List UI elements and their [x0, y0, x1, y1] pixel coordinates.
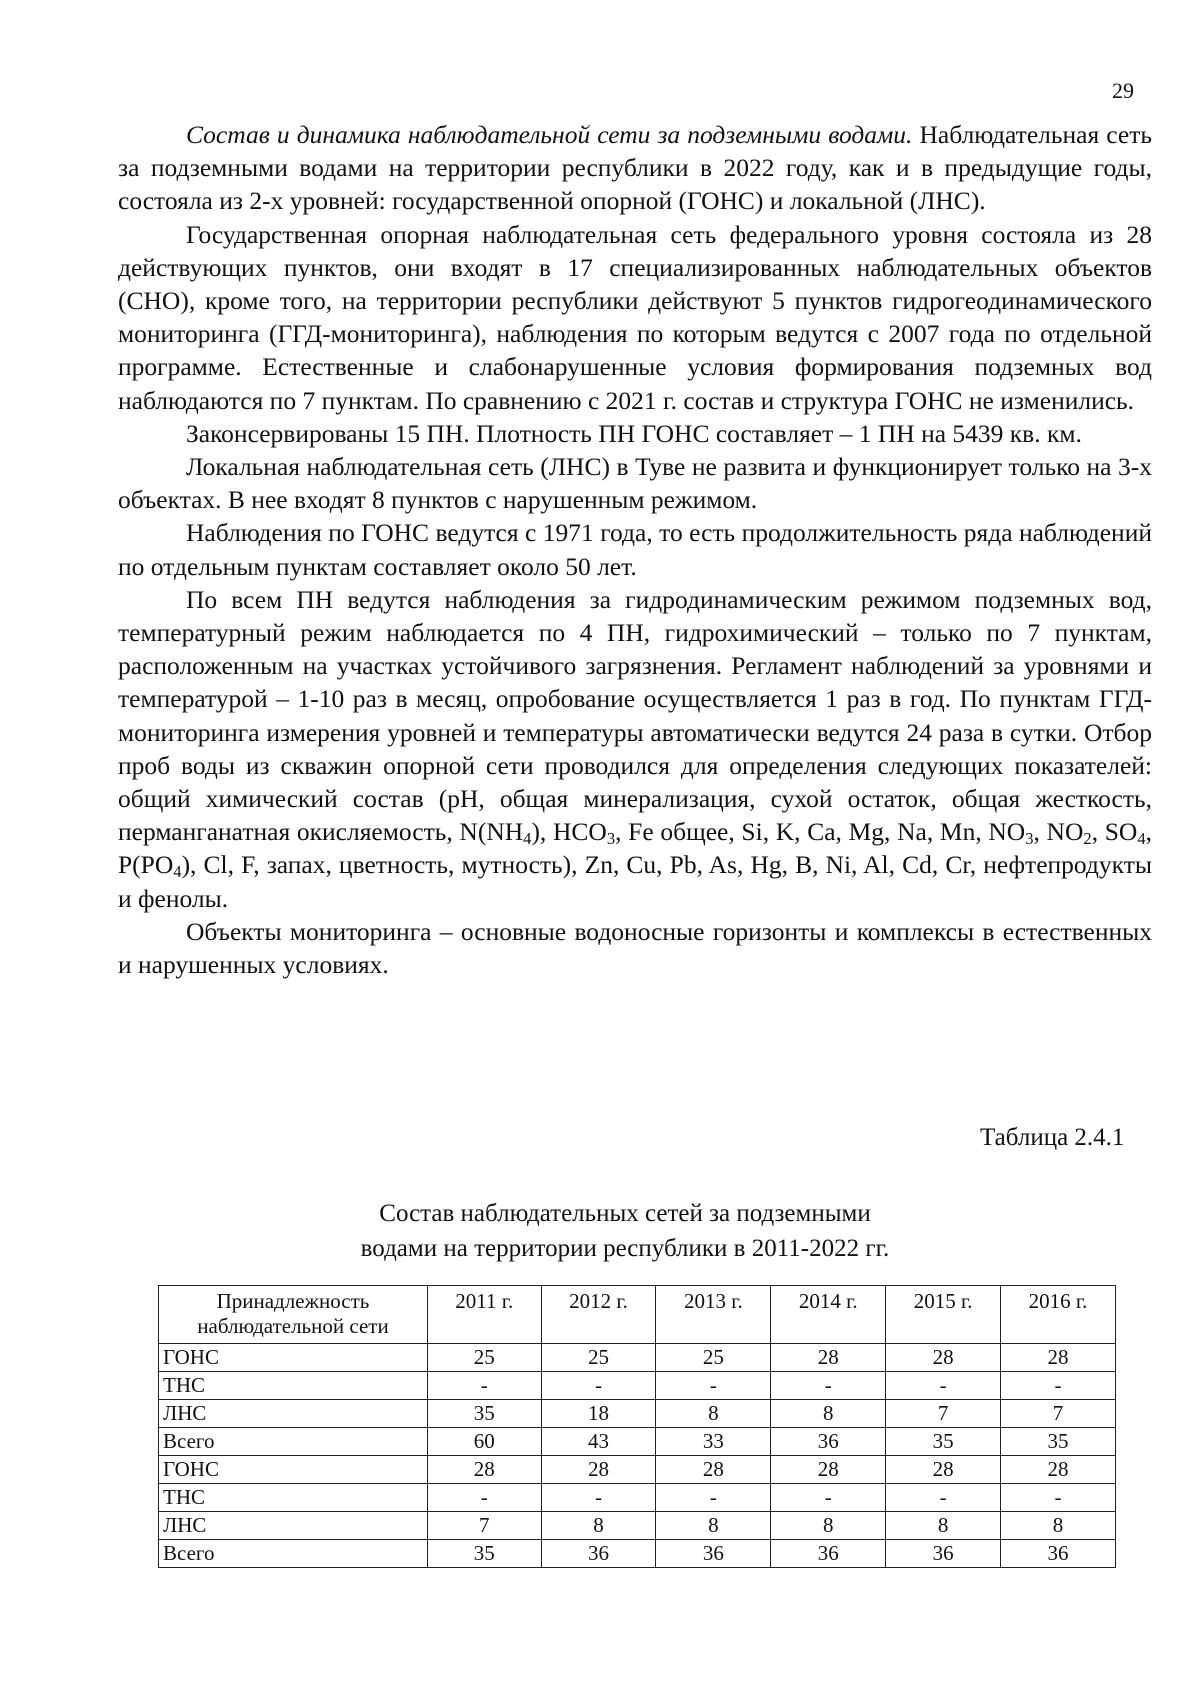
table-cell: -	[656, 1484, 771, 1512]
table-cell: 28	[541, 1456, 656, 1484]
paragraph-text: Наблюдательная сеть за подземными водами на территории республики в 2022 году, как и в предыдущие годы, состояла из 2-х уровней: государственной опорной (ГОНС) и локальной (ЛНС).	[118, 120, 1152, 216]
table-cell: 28	[1001, 1456, 1116, 1484]
table-cell: -	[886, 1484, 1001, 1512]
table-title-line: водами на территории республики в 2011-2022 гг.	[360, 1235, 890, 1262]
table-cell: 33	[656, 1428, 771, 1456]
table-cell: 28	[428, 1456, 542, 1484]
paragraph-observation-period: Наблюдения по ГОНС ведутся с 1971 года, то есть продолжительность ряда наблюдений по отдельным пунктам составляет около 50 лет.	[118, 518, 1152, 581]
table-row	[159, 1428, 1116, 1456]
paragraph-state-network: Государственная опорная наблюдательная сеть федерального уровня состояла из 28 действующих пунктов, они входят в 17 специализированных наблюдательных объектов (СНО), кроме того, на территории республики действуют 5 пунктов гидрогеодинамического мониторинга (ГГД-мониторинга), наблюдения по которым ведутся с 2007 года по отдельной программе. Естественные и слабонарушенные условия формирования подземных вод наблюдаются по 7 пунктам. По сравнению с 2021 г. состав и структура ГОНС не изменились.	[118, 219, 1152, 415]
subscript: 4	[173, 862, 182, 882]
table-cell: -	[771, 1372, 886, 1400]
table-title-line: Состав наблюдательных сетей за подземными	[379, 1200, 871, 1227]
table-cell: 28	[771, 1344, 886, 1372]
page-number: 29	[1112, 78, 1134, 103]
table-cell: 8	[771, 1400, 886, 1428]
table-cell: 36	[886, 1540, 1001, 1568]
row-label: Всего	[159, 1540, 428, 1568]
table-title	[300, 1196, 950, 1266]
row-label: ТНС	[159, 1484, 428, 1512]
body-text	[118, 118, 1152, 981]
text-fragment: ), HCO	[531, 817, 607, 847]
table-row	[159, 1540, 1116, 1568]
table-row	[159, 1456, 1116, 1484]
table-cell: 35	[886, 1428, 1001, 1456]
table-cell: 28	[771, 1456, 886, 1484]
table-cell: -	[541, 1372, 656, 1400]
paragraph-observation-regime	[118, 583, 1152, 915]
row-label: ЛНС	[159, 1512, 428, 1540]
header-year: 2013 г.	[656, 1286, 771, 1344]
table-cell: 8	[886, 1512, 1001, 1540]
table-cell: 8	[656, 1400, 771, 1428]
row-label: ТНС	[159, 1372, 428, 1400]
table-cell: -	[1001, 1484, 1116, 1512]
table-cell: 7	[1001, 1400, 1116, 1428]
row-label: ГОНС	[159, 1344, 428, 1372]
header-network-owner	[159, 1286, 428, 1344]
header-year: 2015 г.	[886, 1286, 1001, 1344]
table-cell: 25	[656, 1344, 771, 1372]
table-cell: 28	[886, 1344, 1001, 1372]
table-cell: 36	[656, 1540, 771, 1568]
table-cell: 18	[541, 1400, 656, 1428]
table-cell: 36	[1001, 1540, 1116, 1568]
table-row	[159, 1512, 1116, 1540]
header-owner-line: наблюдательной сети	[197, 1314, 389, 1338]
table-cell: -	[428, 1372, 542, 1400]
table-cell: 25	[541, 1344, 656, 1372]
table-cell: 28	[886, 1456, 1001, 1484]
table-label: Таблица 2.4.1	[980, 1124, 1125, 1151]
subscript: 4	[523, 829, 532, 849]
table-cell: 35	[1001, 1428, 1116, 1456]
table-cell: 36	[771, 1428, 886, 1456]
table-cell: -	[541, 1484, 656, 1512]
header-year: 2014 г.	[771, 1286, 886, 1344]
paragraph-monitoring-objects: Объекты мониторинга – основные водоносные горизонты и комплексы в естественных и нарушенных условиях.	[118, 916, 1152, 980]
row-label: Всего	[159, 1428, 428, 1456]
table-cell: 36	[541, 1540, 656, 1568]
table-cell: 43	[541, 1428, 656, 1456]
table-cell: 25	[428, 1344, 542, 1372]
row-label: ЛНС	[159, 1400, 428, 1428]
table-cell: -	[771, 1484, 886, 1512]
header-year: 2012 г.	[541, 1286, 656, 1344]
subscript: 4	[1137, 829, 1146, 849]
text-fragment: ), Cl, F, запах, цветность, мутность), Zn, Cu, Pb, As, Hg, B, Ni, Al, Cd, Cr, нефтепродукты и фенолы.	[118, 850, 1152, 913]
header-owner-line: Принадлежность	[216, 1289, 370, 1313]
paragraph-local-network: Локальная наблюдательная сеть (ЛНС) в Туве не развита и функционирует только на 3-х объектах. В нее входят 8 пунктов с нарушенным режимом.	[118, 452, 1152, 515]
table-cell: 7	[428, 1512, 542, 1540]
header-year: 2016 г.	[1001, 1286, 1116, 1344]
table-row	[159, 1484, 1116, 1512]
table-cell: 28	[656, 1456, 771, 1484]
table-cell: -	[886, 1372, 1001, 1400]
table-cell: 35	[428, 1540, 542, 1568]
table-body	[159, 1344, 1116, 1568]
table-cell: 8	[1001, 1512, 1116, 1540]
network-composition-table	[158, 1285, 1116, 1568]
text-fragment: , P(PO	[118, 817, 1153, 880]
table-row	[159, 1372, 1116, 1400]
text-fragment: , Fe общее, Si, K, Ca, Mg, Na, Mn, NO	[615, 817, 1026, 847]
table-cell: 36	[771, 1540, 886, 1568]
table-cell: 8	[771, 1512, 886, 1540]
subscript: 3	[606, 829, 616, 849]
text-fragment: , SO	[1091, 817, 1138, 847]
text-fragment: По всем ПН ведутся наблюдения за гидродинамическим режимом подземных вод, температурный режим наблюдается по 4 ПН, гидрохимический – только по 7 пунктам, расположенным на участках устойчивого загрязнения. Регламент наблюдений за уровнями и температурой – 1-10 раз в месяц, опробование осуществляется 1 раз в год. По пунктам ГГД-мониторинга измерения уровней и температуры автоматически ведутся 24 раза в сутки. Отбор проб воды из скважин опорной сети проводился для определения следующих показателей: общий химический состав (pH, общая минерализация, сухой остаток, общая жесткость, перманганатная окисляемость, N(NH	[118, 584, 1152, 847]
text-fragment: , NO	[1033, 817, 1084, 847]
section-lead-heading: Состав и динамика наблюдательной сети за подземными водами.	[186, 120, 913, 149]
table-cell: 8	[656, 1512, 771, 1540]
table-cell: 7	[886, 1400, 1001, 1428]
table-cell: 8	[541, 1512, 656, 1540]
table-row	[159, 1400, 1116, 1428]
subscript: 2	[1083, 829, 1092, 849]
table-header-row	[159, 1286, 1116, 1344]
table-cell: 60	[428, 1428, 542, 1456]
header-year: 2011 г.	[428, 1286, 542, 1344]
table-cell: 35	[428, 1400, 542, 1428]
table-cell: -	[1001, 1372, 1116, 1400]
table-cell: 28	[1001, 1344, 1116, 1372]
paragraph-conserved-points: Законсервированы 15 ПН. Плотность ПН ГОНС составляет – 1 ПН на 5439 кв. км.	[186, 418, 1082, 448]
row-label: ГОНС	[159, 1456, 428, 1484]
paragraph-network-composition	[118, 118, 1152, 218]
subscript: 3	[1025, 829, 1034, 849]
table-row	[159, 1344, 1116, 1372]
table-cell: -	[656, 1372, 771, 1400]
table-cell: -	[428, 1484, 542, 1512]
